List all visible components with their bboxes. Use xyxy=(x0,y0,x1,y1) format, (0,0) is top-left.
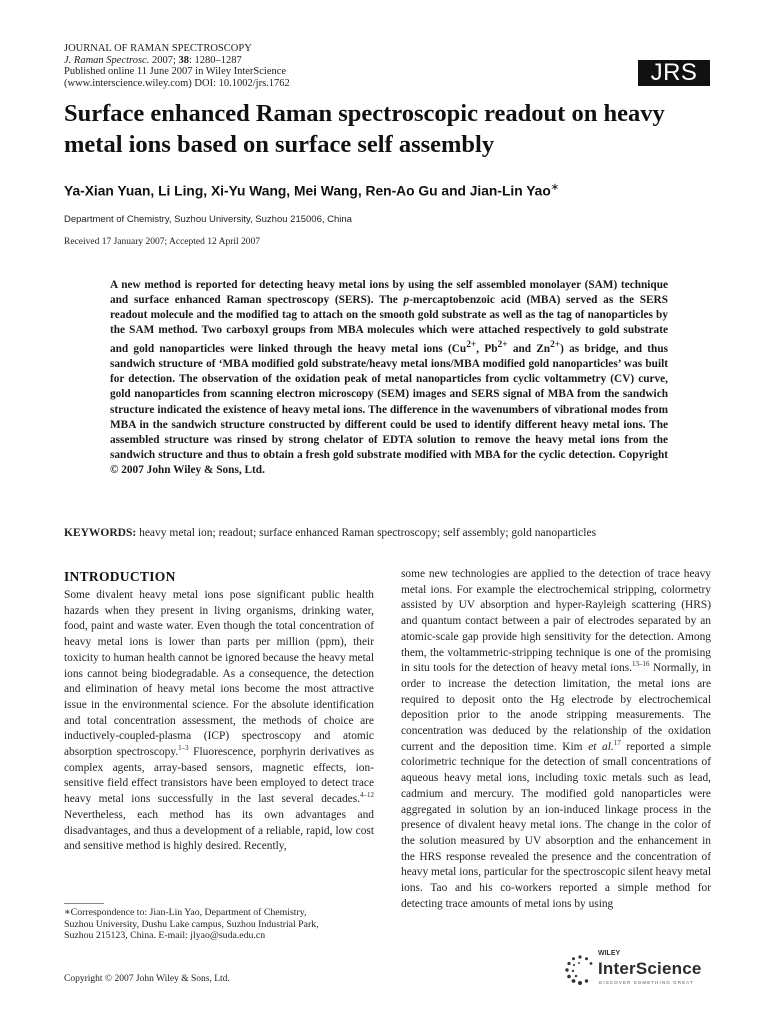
doi-line: (www.interscience.wiley.com) DOI: 10.1002/jrs.1762 xyxy=(64,77,290,89)
keywords-text: heavy metal ion; readout; surface enhanced Raman spectroscopy; self assembly; gold nanoparticles xyxy=(136,527,597,539)
footnote-line-2: Suzhou University, Dushu Lake campus, Suzhou Industrial Park, xyxy=(64,918,319,930)
citation-journal: J. Raman Spectrosc. xyxy=(64,54,150,66)
abstract-part-3: ) as bridge, and thus sandwich structure of ‘MBA modified gold substrate/heavy metal ions/MBA modified gold nanoparticles’ was built for detection. The observation of the oxidation peak of metal nanoparticles from cyclic voltammetry (CV) curve, gold nanoparticles from scanning electron microscopy (SEM) images and SERS signal of MBA from the sandwich structure indicated the existence of heavy metal ions. The difference in the wavenumbers of vibrational modes from MBA in the sandwich structure constructed by different could be used to identify different heavy metal ions. The assembled structure was rinsed by strong chelator of EDTA solution to remove the heavy metal ions from the sandwich structure and thus to obtain a fresh gold substrate modified with MBA for the cyclic detection. Copyright © 2007 John Wiley & Sons, Ltd. xyxy=(110,343,669,476)
footnote-line-3: Suzhou 215123, China. E-mail: jlyao@suda.edu.cn xyxy=(64,930,266,942)
ref-4: 17 xyxy=(613,738,621,747)
keywords-label: KEYWORDS: xyxy=(64,527,137,539)
section-heading-introduction: INTRODUCTION xyxy=(64,569,176,584)
interscience-dots-icon xyxy=(564,954,596,986)
ref-1: 1–3 xyxy=(178,744,189,753)
published-line: Published online 11 June 2007 in Wiley InterScience xyxy=(64,66,287,77)
intro-right-b: Normally, in order to increase the detection limitation, the metal ions are required to deposit onto the Hg electrode by electrochemical deposition prior to the anode stripping measurements. The concentration was deduced by the relationship of the oxidation current and the deposition time. Kim xyxy=(401,662,711,753)
affiliation: Department of Chemistry, Suzhou University, Suzhou 215006, China xyxy=(64,214,352,225)
abstract xyxy=(110,278,668,478)
footnote-line-1: ∗Correspondence to: Jian-Lin Yao, Department of Chemistry, xyxy=(64,907,307,918)
footnote-rule xyxy=(64,903,104,904)
wiley-interscience-logo xyxy=(564,948,724,992)
wiley-mark: WILEY xyxy=(598,950,621,957)
citation-line xyxy=(64,55,290,67)
ref-2: 4–12 xyxy=(360,791,374,800)
citation-pages: : 1280–1287 xyxy=(189,54,242,66)
interscience-wordmark: InterScience xyxy=(598,959,702,978)
intro-left-a: Some divalent heavy metal ions pose significant public health hazards when they present in living organisms, drinking water, food, paint and waste water. Even though the total concentration of heavy metal ions is lower than parts per million (ppm), their toxicity to human health cannot be ignored because the heavy metal ions cannot being biodegradable. As a consequence, the detection and elimination of heavy metal ions become the most attractive issue in the environmental science. For the absolute identification and total concentration assessment, the methods of choice are inductively-coupled-plasma (ICP) spectroscopy and atomic absorption spectroscopy. xyxy=(64,589,374,759)
intro-right-a: some new technologies are applied to the detection of trace heavy metal ions. For example the electrochemical stripping, colormetry assisted by UV absorption and hyper-Rayleigh scattering (HRS) and quantum contact between a pair of electrodes separated by an atomic-scale gap provide high sensitivity for the detection. Among them, the voltammetric-stripping technique is one of the promising in situ tools for the detection of heavy metal ions. xyxy=(401,568,711,675)
intro-right-c: reported a simple colorimetric technique for the detection of small concentrations of aqueous heavy metal ions, including toxic metals such as lead, cadmium and mercury. The modified gold nanoparticles were aggregated in solution by an ion-induced linkage process in the presence of divalent heavy metal ions. The change in the color of the solution measured by UV absorption and the enhancement in the HRS response revealed the presence and the concentration of heavy metal ions, particular for the spectroscopic silent heavy metal ions. Tao and his co-workers reported a simple method for detecting trace amounts of metal ions by using xyxy=(401,740,712,910)
pb-charge: 2+ xyxy=(497,340,508,351)
keywords xyxy=(64,527,596,539)
intro-left-column xyxy=(64,588,374,855)
intro-right-column xyxy=(401,567,711,912)
authors-text: Ya-Xian Yuan, Li Ling, Xi-Yu Wang, Mei Wang, Ren-Ao Gu and Jian-Lin Yao xyxy=(64,183,551,199)
article-title: Surface enhanced Raman spectroscopic readout on heavy metal ions based on surface self assembly xyxy=(64,100,665,158)
zn-charge: 2+ xyxy=(550,340,561,351)
cu-charge: 2+ xyxy=(466,340,477,351)
logo-tagline: DISCOVER SOMETHING GREAT xyxy=(599,980,694,985)
copyright-footer: Copyright © 2007 John Wiley & Sons, Ltd. xyxy=(64,974,230,984)
citation-year: 2007; xyxy=(149,54,179,66)
et-al: et al. xyxy=(588,740,614,753)
abstract-part-1: A new method is reported for detecting heavy metal ions by using the self assembled monolayer (SAM) technique and surface enhanced Raman spectroscopy (SERS). The xyxy=(110,279,668,307)
intro-left-c: Nevertheless, each method has its own advantages and disadvantages, and thus a development of a reliable, rapid, low cost and sensitive method is highly desired. Recently, xyxy=(64,808,374,853)
journal-name: JOURNAL OF RAMAN SPECTROSCOPY xyxy=(64,43,252,54)
author-list xyxy=(64,182,724,199)
ref-3: 13–16 xyxy=(632,660,650,669)
abstract-sep-2: and Zn xyxy=(507,343,551,356)
jrs-logo: JRS xyxy=(638,60,710,86)
abstract-part-2: -mercaptobenzoic acid (MBA) served as the SERS readout molecule and the modified tag to attach on the smooth gold substrate as well as the tag of nanoparticles by the SAM method. Two carboxyl groups from MBA molecules which were attached respectively to gold substrate and gold nanoparticles were linked through the heavy metal ions (Cu xyxy=(110,294,668,356)
corresponding-marker: ∗ xyxy=(550,182,560,193)
abstract-italic-p: p xyxy=(403,294,410,307)
citation-volume: 38 xyxy=(178,54,190,66)
journal-header xyxy=(64,43,290,89)
correspondence-footnote xyxy=(64,907,384,942)
received-dates: Received 17 January 2007; Accepted 12 April 2007 xyxy=(64,237,261,247)
intro-left-b: Fluorescence, porphyrin derivatives as complex agents, array-based sensors, magnetic effects, ion-sensitive field effect transistors have been employed to detect trace heavy metal ions successfully in the last several decades. xyxy=(64,746,374,806)
abstract-sep-1: , Pb xyxy=(476,343,498,356)
